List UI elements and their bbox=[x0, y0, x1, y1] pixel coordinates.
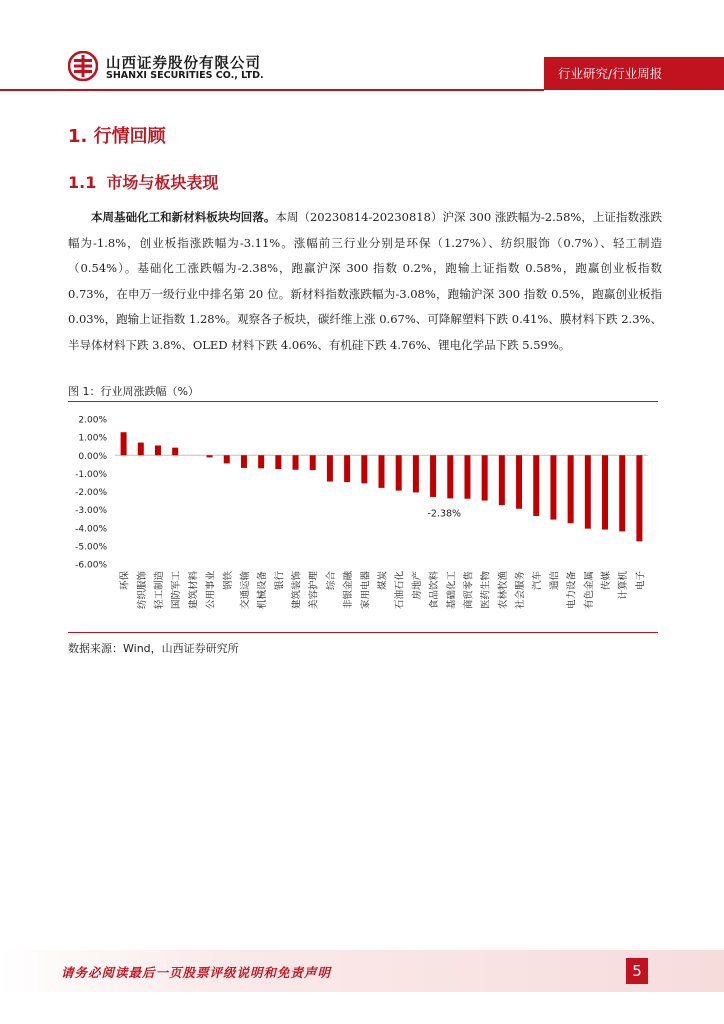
subsection-title: 市场与板块表现 bbox=[106, 173, 219, 192]
x-tick-label: 美容护理 bbox=[308, 571, 320, 610]
x-tick-label: 建筑装饰 bbox=[291, 571, 303, 610]
bar-公用事业 bbox=[207, 455, 213, 457]
paragraph-body: 本周（20230814-20230818）沪深 300 涨跌幅为-2.58%，上证指数涨跌幅为-1.8%，创业板指涨跌幅为-3.11%。涨幅前三行业分别是环保（1.27%）、纺织服饰（0.7%）、轻工制造（0.54%）。基础化工涨跌幅为-2.38%，跑赢沪深 300 指数 0.2%，跑输上证指数 0.58%，跑赢创业板指数 0.73%，在申万一级行业中排名第 20 位。新材料指数涨跌幅为-3.08%，跑输沪深 300 指数 0.5%，跑赢创业板指 0.03%，跑输上证指数 1.28%。观察各子板块，碳纤维上涨 0.67%、可降解塑料下跌 0.41%、膜材料下跌 2.3%、半导体材料下跌 3.8%、OLED 材料下跌 4.06%、有机硅下跌 4.76%、锂电化学品下跌 5.59%。 bbox=[68, 210, 662, 352]
x-tick-label: 纺织服饰 bbox=[136, 571, 148, 610]
bar-传媒 bbox=[602, 455, 608, 529]
bar-汽车 bbox=[533, 455, 539, 516]
y-tick-label: -1.00% bbox=[75, 469, 107, 480]
page-header bbox=[0, 0, 724, 100]
data-label: -2.38% bbox=[427, 508, 462, 520]
bar-医药生物 bbox=[482, 455, 488, 500]
bar-家用电器 bbox=[361, 455, 367, 483]
y-tick-label: -3.00% bbox=[75, 506, 107, 517]
bar-房地产 bbox=[413, 455, 419, 492]
y-tick-label: -2.00% bbox=[75, 488, 107, 498]
bar-计算机 bbox=[619, 455, 625, 531]
x-tick-label: 社会服务 bbox=[515, 571, 527, 610]
bar-社会服务 bbox=[516, 455, 522, 508]
x-tick-label: 食品饮料 bbox=[429, 571, 441, 610]
page-number: 5 bbox=[626, 958, 648, 984]
figure-bottom-rule bbox=[68, 632, 658, 633]
subsection-heading bbox=[68, 170, 218, 193]
bar-综合 bbox=[327, 455, 333, 481]
bar-国防军工 bbox=[172, 448, 178, 456]
y-tick-label: 2.00% bbox=[78, 415, 107, 426]
figure-title: 图 1：行业周涨跌幅（%） bbox=[68, 385, 199, 398]
report-type-tag: 行业研究/行业周报 bbox=[544, 57, 724, 90]
bar-纺织服饰 bbox=[138, 443, 144, 456]
bar-银行 bbox=[275, 455, 281, 469]
header-divider bbox=[0, 89, 544, 91]
bar-机械设备 bbox=[258, 455, 264, 468]
subsection-number: 1.1 bbox=[68, 173, 97, 192]
bar-食品饮料 bbox=[430, 455, 436, 497]
bar-钢铁 bbox=[224, 455, 230, 463]
bar-农林牧渔 bbox=[499, 455, 505, 505]
bar-煤炭 bbox=[379, 455, 385, 488]
x-tick-label: 农林牧渔 bbox=[497, 571, 509, 610]
x-tick-label: 国防军工 bbox=[171, 571, 183, 610]
bar-电子 bbox=[636, 455, 642, 541]
y-tick-label: 0.00% bbox=[78, 451, 107, 462]
x-tick-label: 非银金融 bbox=[343, 571, 355, 610]
y-tick-label: -5.00% bbox=[75, 542, 107, 553]
y-tick-label: -4.00% bbox=[75, 524, 107, 535]
figure-source: 数据来源：Wind，山西证券研究所 bbox=[68, 642, 239, 655]
body-paragraph bbox=[68, 205, 662, 359]
section-heading: 1. 行情回顾 bbox=[68, 126, 166, 147]
y-tick-label: -6.00% bbox=[75, 560, 107, 571]
y-tick-label: 1.00% bbox=[78, 433, 107, 444]
figure-top-rule bbox=[68, 401, 658, 402]
x-tick-label: 建筑材料 bbox=[188, 571, 200, 610]
x-tick-label: 汽车 bbox=[532, 571, 544, 591]
footer-disclaimer: 请务必阅读最后一页股票评级说明和免责声明 bbox=[61, 965, 332, 980]
x-tick-label: 综合 bbox=[325, 571, 337, 591]
bar-美容护理 bbox=[310, 455, 316, 470]
bar-有色金属 bbox=[585, 455, 591, 528]
x-tick-label: 交通运输 bbox=[239, 571, 251, 610]
industry-weekly-change-chart bbox=[68, 404, 658, 630]
bar-交通运输 bbox=[241, 455, 247, 468]
x-tick-label: 石油石化 bbox=[394, 571, 406, 610]
x-tick-label: 医药生物 bbox=[480, 571, 492, 610]
x-tick-label: 电子 bbox=[635, 571, 647, 591]
x-tick-label: 煤炭 bbox=[377, 571, 389, 591]
x-tick-label: 通信 bbox=[549, 571, 561, 591]
x-tick-label: 传媒 bbox=[601, 571, 613, 591]
bar-非银金融 bbox=[344, 455, 350, 482]
paragraph-lead: 本周基础化工和新材料板块均回落。 bbox=[91, 210, 276, 224]
bar-基础化工 bbox=[447, 455, 453, 498]
x-tick-label: 商贸零售 bbox=[463, 571, 475, 610]
x-tick-label: 基础化工 bbox=[446, 571, 458, 610]
bar-建筑装饰 bbox=[293, 455, 299, 470]
x-tick-label: 房地产 bbox=[411, 571, 423, 600]
bar-环保 bbox=[121, 432, 127, 455]
x-tick-label: 计算机 bbox=[618, 571, 630, 600]
x-tick-label: 电力设备 bbox=[566, 571, 578, 610]
bar-商贸零售 bbox=[464, 455, 470, 499]
company-logo-icon bbox=[68, 51, 98, 81]
x-tick-label: 轻工制造 bbox=[153, 571, 165, 610]
x-tick-label: 银行 bbox=[274, 571, 286, 591]
x-tick-label: 环保 bbox=[119, 571, 131, 591]
company-name-en: SHANXI SECURITIES CO., LTD. bbox=[106, 70, 264, 81]
x-tick-label: 家用电器 bbox=[360, 571, 372, 610]
bar-电力设备 bbox=[568, 455, 574, 523]
bar-轻工制造 bbox=[155, 445, 161, 455]
bar-通信 bbox=[550, 455, 556, 519]
company-name-cn: 山西证券股份有限公司 bbox=[106, 56, 261, 72]
bar-石油石化 bbox=[396, 455, 402, 490]
x-tick-label: 机械设备 bbox=[257, 571, 269, 610]
x-tick-label: 有色金属 bbox=[583, 571, 595, 610]
x-tick-label: 钢铁 bbox=[222, 571, 234, 591]
x-tick-label: 公用事业 bbox=[205, 571, 217, 610]
